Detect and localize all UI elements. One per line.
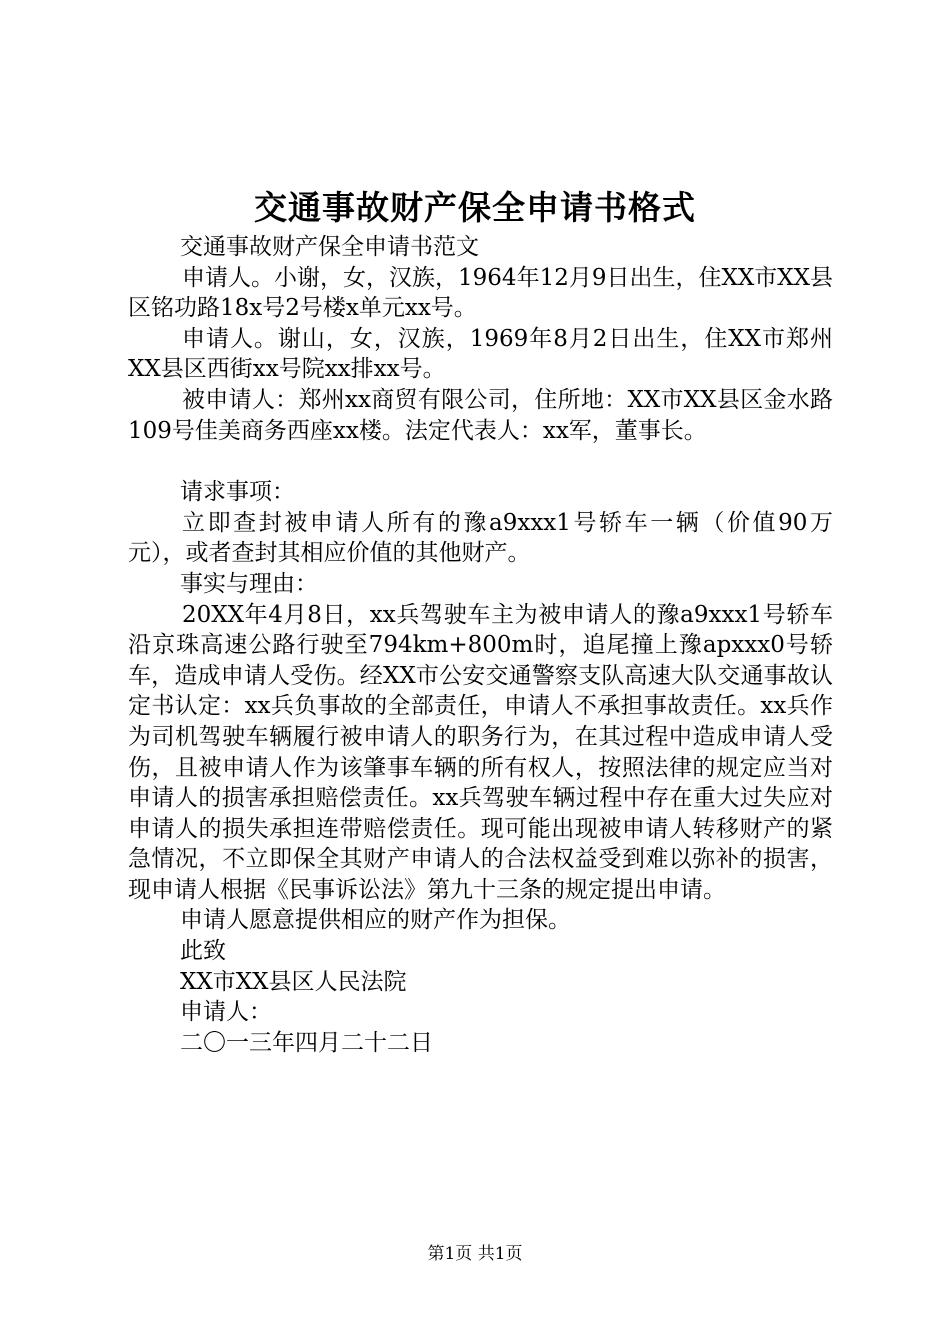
facts-heading: 事实与理由： — [180, 570, 318, 597]
page-footer: 第1页 共1页 — [427, 1244, 523, 1264]
applicant-1-paragraph: 申请人。小谢，女，汉族，1964年12月9日出生，住XX市XX县区铭功路18x号2号楼x单元xx号。 — [128, 264, 833, 322]
date-line: 二〇一三年四月二十二日 — [180, 1029, 433, 1056]
applicant-2-paragraph: 申请人。谢山，女，汉族，1969年8月2日出生，住XX市郑州XX县区西街xx号院xx排xx号。 — [128, 325, 833, 383]
guarantee-paragraph: 申请人愿意提供相应的财产作为担保。 — [180, 907, 571, 934]
court-name: XX市XX县区人民法院 — [180, 968, 407, 995]
respondent-paragraph: 被申请人：郑州xx商贸有限公司，住所地：XX市XX县区金水路109号佳美商务西座xx楼。法定代表人：xx军，董事长。 — [128, 386, 833, 444]
document-title: 交通事故财产保全申请书格式 — [254, 188, 696, 227]
document-body — [128, 232, 833, 1058]
signature-line: 申请人： — [180, 999, 272, 1026]
subtitle: 交通事故财产保全申请书范文 — [180, 234, 479, 260]
facts-body: 20XX年4月8日，xx兵驾驶车主为被申请人的豫a9xxx1号轿车沿京珠高速公路行驶至794km+800m时，追尾撞上豫apxxx0号轿车，造成申请人受伤。经XX市公安交通警察支队高速大队交通事故认定书认定：xx兵负事故的全部责任，申请人不承担事故责任。xx兵作为司机驾驶车辆履行被申请人的职务行为，在其过程中造成申请人受伤，且被申请人作为该肇事车辆的所有权人，按照法律的规定应当对申请人的损害承担赔偿责任。xx兵驾驶车辆过程中存在重大过失应对申请人的损失承担连带赔偿责任。现可能出现被申请人转移财产的紧急情况，不立即保全其财产申请人的合法权益受到难以弥补的损害，现申请人根据《民事诉讼法》第九十三条的规定提出申请。 — [128, 601, 833, 903]
request-body: 立即查封被申请人所有的豫a9xxx1号轿车一辆（价值90万元），或者查封其相应价值的其他财产。 — [128, 509, 833, 567]
request-heading: 请求事项： — [180, 479, 295, 506]
salutation: 此致 — [180, 938, 226, 965]
paragraph-gap — [128, 446, 833, 477]
